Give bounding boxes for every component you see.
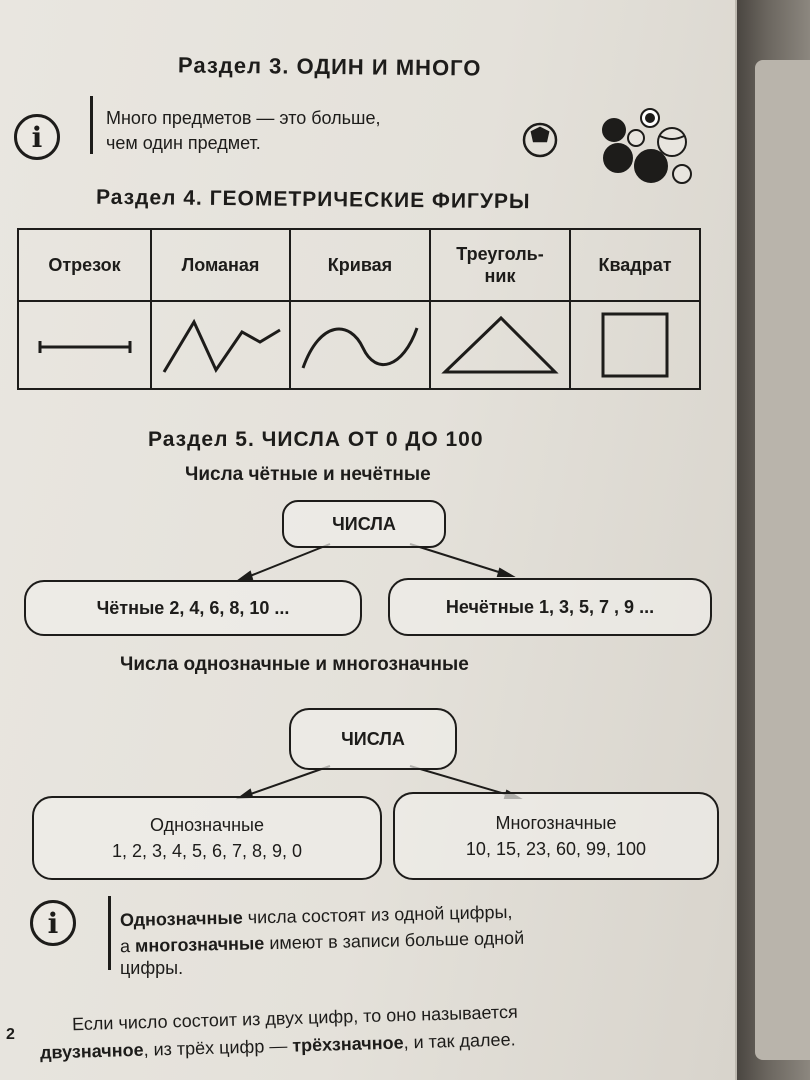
footer-word-three-digit: трёхзначное [291, 1032, 404, 1056]
footer-mid: , из трёх цифр — [143, 1035, 293, 1060]
multi-digit-box [393, 792, 719, 880]
header-square: Квадрат [571, 230, 699, 302]
header-curve: Кривая [291, 230, 431, 302]
multi-digit-values: 10, 15, 23, 60, 99, 100 [465, 839, 647, 859]
info-word-single: Однозначные [119, 907, 243, 931]
info-divider-2 [108, 896, 111, 970]
header-segment: Отрезок [19, 230, 152, 302]
info-word-multi: многозначные [134, 933, 265, 956]
odd-numbers-box: Нечётные 1, 3, 5, 7 , 9 ... [388, 578, 712, 636]
single-digit-title: Однозначные [150, 815, 264, 835]
single-digit-box [32, 796, 382, 880]
section4-title: Раздел 4. ГЕОМЕТРИЧЕСКИЕ ФИГУРЫ [95, 185, 531, 214]
footer-line-1: Если число состоит из двух цифр, то оно называется [71, 1001, 518, 1035]
footer-word-two-digit: двузначное [39, 1039, 144, 1063]
section5-title: Раздел 5. ЧИСЛА ОТ 0 ДО 100 [148, 428, 484, 451]
info-text-1: числа состоят из одной цифры, [242, 901, 513, 928]
single-multi-subtitle: Числа однозначные и многозначные [120, 654, 469, 675]
next-page-sheet [755, 60, 810, 1060]
section3-info-line2: чем один предмет. [106, 133, 261, 153]
info-line-3: цифры. [120, 958, 184, 978]
numbers-root-box-2: ЧИСЛА [289, 708, 457, 770]
numbers-root-box-1: ЧИСЛА [282, 500, 446, 548]
next-page-edge [737, 0, 810, 1080]
info-text-2a: а [119, 935, 136, 957]
header-polyline: Ломаная [152, 230, 291, 302]
info-text-2b: имеют в записи больше одной [264, 927, 525, 954]
single-digit-values: 1, 2, 3, 4, 5, 6, 7, 8, 9, 0 [111, 841, 303, 861]
section3-title: Раздел 3. ОДИН И МНОГО [177, 52, 482, 81]
header-triangle: Треуголь- ник [431, 230, 571, 302]
info-icon: i [14, 114, 60, 160]
multi-digit-title: Многозначные [495, 813, 617, 833]
even-numbers-box: Чётные 2, 4, 6, 8, 10 ... [24, 580, 362, 636]
even-odd-subtitle: Числа чётные и нечётные [185, 464, 431, 485]
page-number: 2 [6, 1026, 15, 1043]
section3-info-line1: Много предметов — это больше, [106, 108, 381, 128]
footer-end: , и так далее. [403, 1029, 516, 1053]
info-icon-2: i [30, 900, 76, 946]
